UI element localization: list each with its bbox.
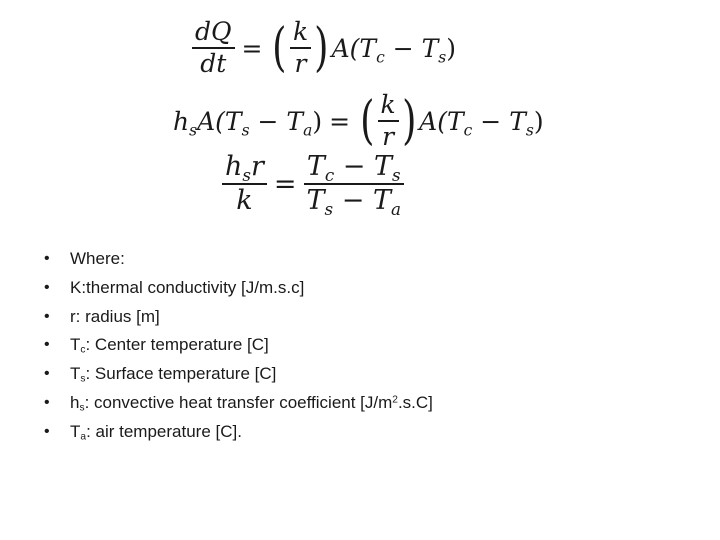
eq3-temp-denominator: $T_s - T_a$ xyxy=(306,185,401,220)
fraction-k-r xyxy=(378,92,399,151)
close-paren: ) xyxy=(401,90,417,151)
eq1-numerator: dQ xyxy=(195,17,232,46)
eq2-conduction-term: $A(T_c - T_s)$ xyxy=(419,106,544,140)
eq3-numerator: $h_sr$ xyxy=(225,151,264,185)
equation-heat-flow xyxy=(192,19,456,78)
eq2-convection-term: $h_sA(T_s - T_a)$ xyxy=(173,106,323,140)
open-paren: ( xyxy=(272,17,287,78)
eq1-k: k xyxy=(292,17,309,46)
fraction-hsr-k xyxy=(222,153,267,216)
eq3-temp-numerator: $T_c - T_s$ xyxy=(306,151,401,185)
list-item xyxy=(44,303,433,332)
definition-r: r: radius [m] xyxy=(70,306,160,326)
equals-sign: = xyxy=(241,33,263,63)
list-item xyxy=(44,360,433,389)
close-paren: ) xyxy=(314,17,329,78)
eq2-k: k xyxy=(380,90,396,119)
definition-hs: $h_s$: convective heat transfer coefficient $[J/m^2.s.C]$ xyxy=(70,392,433,414)
bullet-icon: • xyxy=(44,307,50,325)
equals-sign: = xyxy=(273,168,297,200)
eq1-r: r xyxy=(294,49,307,79)
fraction-dq-dt xyxy=(192,19,235,78)
where-label: Where: xyxy=(70,249,125,268)
open-paren: ( xyxy=(360,90,375,151)
bullet-icon: • xyxy=(44,393,50,411)
fraction-k-r xyxy=(290,19,311,78)
list-item xyxy=(44,418,433,447)
definition-tc: $T_c$: Center temperature [C] xyxy=(70,335,269,356)
eq1-area-term: $A(T_c - T_s)$ xyxy=(331,33,457,67)
equals-sign: = xyxy=(329,106,351,136)
equation-energy-balance xyxy=(173,92,544,151)
bullet-icon: • xyxy=(44,250,50,267)
bullet-icon: • xyxy=(44,278,50,296)
eq3-k: k xyxy=(236,185,253,217)
definitions-list xyxy=(44,245,433,447)
definition-ts: $T_s$: Surface temperature [C] xyxy=(70,364,277,385)
list-item xyxy=(44,274,433,303)
definition-k: K:thermal conductivity [J/m.s.c] xyxy=(70,277,305,297)
equation-biot-ratio xyxy=(222,151,404,220)
definition-ta: $T_a$: air temperature [C]. xyxy=(70,421,242,443)
bullet-icon: • xyxy=(44,336,50,354)
list-item xyxy=(44,245,433,274)
list-item xyxy=(44,331,433,360)
eq2-r: r xyxy=(382,122,395,152)
bullet-icon: • xyxy=(44,422,50,440)
fraction-temperature-ratio xyxy=(304,151,404,220)
eq1-denominator: dt xyxy=(200,49,227,79)
list-item xyxy=(44,389,433,418)
bullet-icon: • xyxy=(44,365,50,383)
